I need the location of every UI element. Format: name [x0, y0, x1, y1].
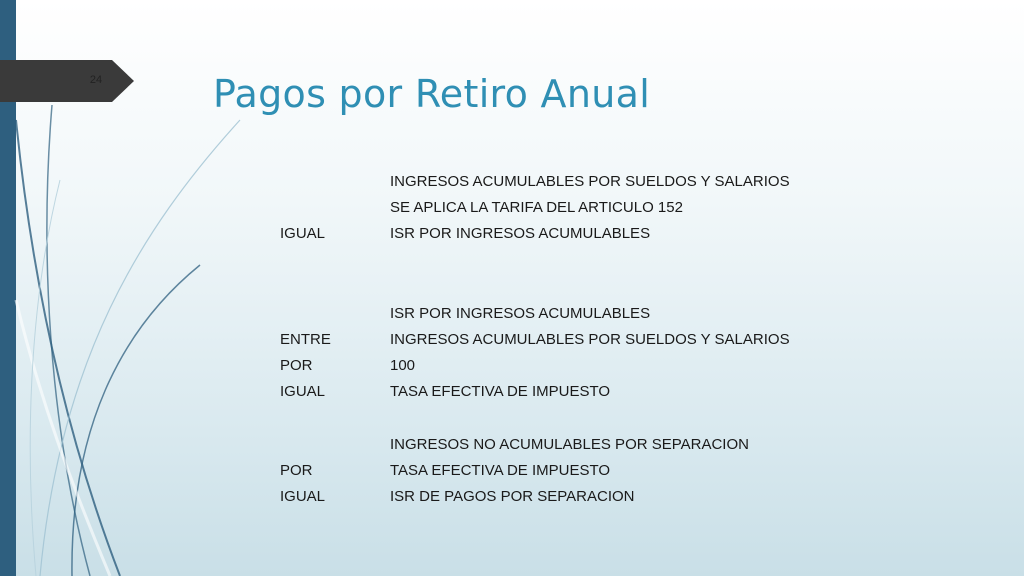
- concept-cell: ISR DE PAGOS POR SEPARACION: [390, 487, 635, 505]
- table-row: [280, 352, 790, 378]
- table-row: [280, 431, 790, 457]
- concept-cell: INGRESOS ACUMULABLES POR SUELDOS Y SALARIOS: [390, 172, 790, 190]
- operator-cell: [280, 246, 390, 273]
- table-row: [280, 378, 790, 404]
- table-row: [280, 457, 790, 483]
- table-row: [280, 168, 790, 194]
- concept-cell: INGRESOS ACUMULABLES POR SUELDOS Y SALARIOS: [390, 330, 790, 348]
- slide-title: Pagos por Retiro Anual: [213, 72, 651, 116]
- table-row: [280, 483, 790, 509]
- operator-cell: POR: [280, 461, 313, 479]
- concept-cell: ISR POR INGRESOS ACUMULABLES: [390, 304, 651, 322]
- operator-cell: [280, 194, 390, 220]
- concept-cell: 100: [390, 356, 416, 374]
- concept-cell: INGRESOS NO ACUMULABLES POR SEPARACION: [390, 435, 749, 453]
- operator-cell: ENTRE: [280, 330, 331, 348]
- operator-cell: IGUAL: [280, 382, 326, 400]
- operator-cell: [280, 300, 390, 326]
- table-row: [280, 404, 790, 431]
- table-row: [280, 246, 790, 273]
- concept-cell: [390, 273, 790, 300]
- slide-number: 24: [89, 74, 103, 86]
- concept-cell: SE APLICA LA TARIFA DEL ARTICULO 152: [390, 198, 683, 216]
- operator-cell: POR: [280, 356, 313, 374]
- operator-cell: [280, 431, 390, 457]
- table-row: [280, 326, 790, 352]
- calculation-table: [280, 168, 790, 509]
- table-row: [280, 300, 790, 326]
- operator-cell: [280, 404, 390, 431]
- operator-cell: IGUAL: [280, 224, 326, 242]
- operator-cell: [280, 273, 390, 300]
- concept-cell: TASA EFECTIVA DE IMPUESTO: [390, 382, 611, 400]
- table-row: [280, 220, 790, 246]
- operator-cell: [280, 168, 390, 194]
- table-row: [280, 273, 790, 300]
- concept-cell: TASA EFECTIVA DE IMPUESTO: [390, 461, 611, 479]
- concept-cell: ISR POR INGRESOS ACUMULABLES: [390, 224, 651, 242]
- concept-cell: [390, 246, 790, 273]
- operator-cell: IGUAL: [280, 487, 326, 505]
- table-row: [280, 194, 790, 220]
- concept-cell: [390, 404, 790, 431]
